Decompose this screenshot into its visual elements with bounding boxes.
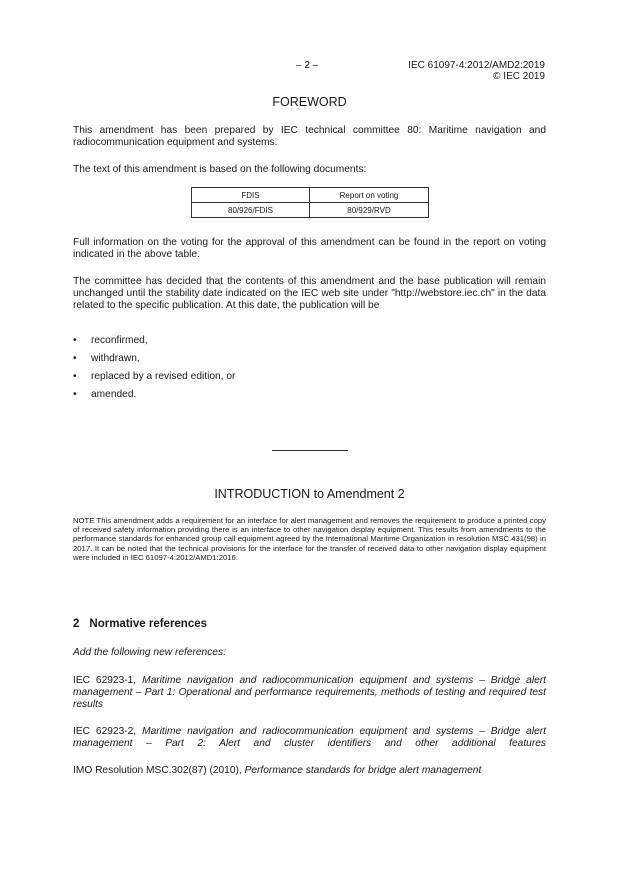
reference-id: IMO Resolution MSC.302(87) (2010),: [73, 765, 242, 776]
bullet-icon: •: [73, 371, 77, 382]
table-cell-rvd: 80/929/RVD: [310, 203, 429, 218]
bullet-icon: •: [73, 335, 77, 346]
list-item: • reconfirmed,: [73, 335, 148, 346]
introduction-note: NOTE This amendment adds a requirement for an interface for alert management and removes the requirement to produce a printed copy of received safety information providing there is an interface to other navigation display equipment. This results from amendments to the performance standards for enhanced group call equipment agreed by the International Maritime Organization in resolution MSC.431(98) in 2017. It can be noted that the technical provisions for the interface for the transfer of received data to other navigation display equipment were included in IEC 61097-4:2012/AMD1:2016.: [73, 516, 546, 562]
reference-title: Maritime navigation and radiocommunication equipment and systems – Bridge alert management – Part 1: Operational and performance requirements, methods of testing and required test results: [73, 675, 546, 710]
section-heading-normative-references: [73, 618, 207, 630]
bullet-icon: •: [73, 389, 77, 400]
list-item: • withdrawn,: [73, 353, 140, 364]
section-number: 2: [73, 618, 80, 630]
reference-id: IEC 62923-2,: [73, 726, 137, 737]
list-item: • amended.: [73, 389, 137, 400]
reference-id: IEC 62923-1,: [73, 675, 137, 686]
foreword-paragraph-voting: Full information on the voting for the approval of this amendment can be found in the report on voting indicated in the above table.: [73, 237, 546, 260]
standard-designation: IEC 61097-4:2012/AMD2:2019: [408, 60, 545, 71]
foreword-title: FOREWORD: [272, 95, 347, 109]
introduction-title: INTRODUCTION to Amendment 2: [214, 487, 405, 501]
foreword-paragraph-stability: The committee has decided that the contents of this amendment and the base publication will remain unchanged until the stability date indicated on the IEC web site under "http://webstore.iec.ch" in the data related to the specific publication. At this date, the publication will be: [73, 276, 546, 311]
publication-options-list: [73, 335, 235, 407]
foreword-paragraph-documents: The text of this amendment is based on the following documents:: [73, 164, 367, 175]
table-header-row: [192, 188, 429, 203]
voting-documents-table: [191, 187, 429, 218]
bullet-icon: •: [73, 353, 77, 364]
table-header-fdis: FDIS: [192, 188, 310, 203]
table-row: [192, 203, 429, 218]
foreword-paragraph-committee: This amendment has been prepared by IEC technical committee 80: Maritime navigation and radiocommunication equipment and systems.: [73, 125, 546, 148]
references-instruction: Add the following new references:: [73, 647, 226, 658]
copyright-notice: © IEC 2019: [493, 71, 545, 82]
table-cell-fdis: 80/926/FDIS: [192, 203, 310, 218]
table-header-report: Report on voting: [310, 188, 429, 203]
reference-title: Maritime navigation and radiocommunication equipment and systems – Bridge alert management – Part 2: Alert and cluster identifiers and other additional features: [73, 726, 546, 749]
section-title: Normative references: [89, 618, 208, 630]
reference-title: Performance standards for bridge alert management: [244, 765, 482, 776]
section-divider: [272, 450, 348, 451]
reference-imo-msc-302: [73, 765, 546, 777]
reference-iec-62923-2: [73, 726, 546, 750]
list-item: • replaced by a revised edition, or: [73, 371, 236, 382]
page-number: – 2 –: [296, 60, 319, 71]
reference-iec-62923-1: [73, 675, 546, 711]
